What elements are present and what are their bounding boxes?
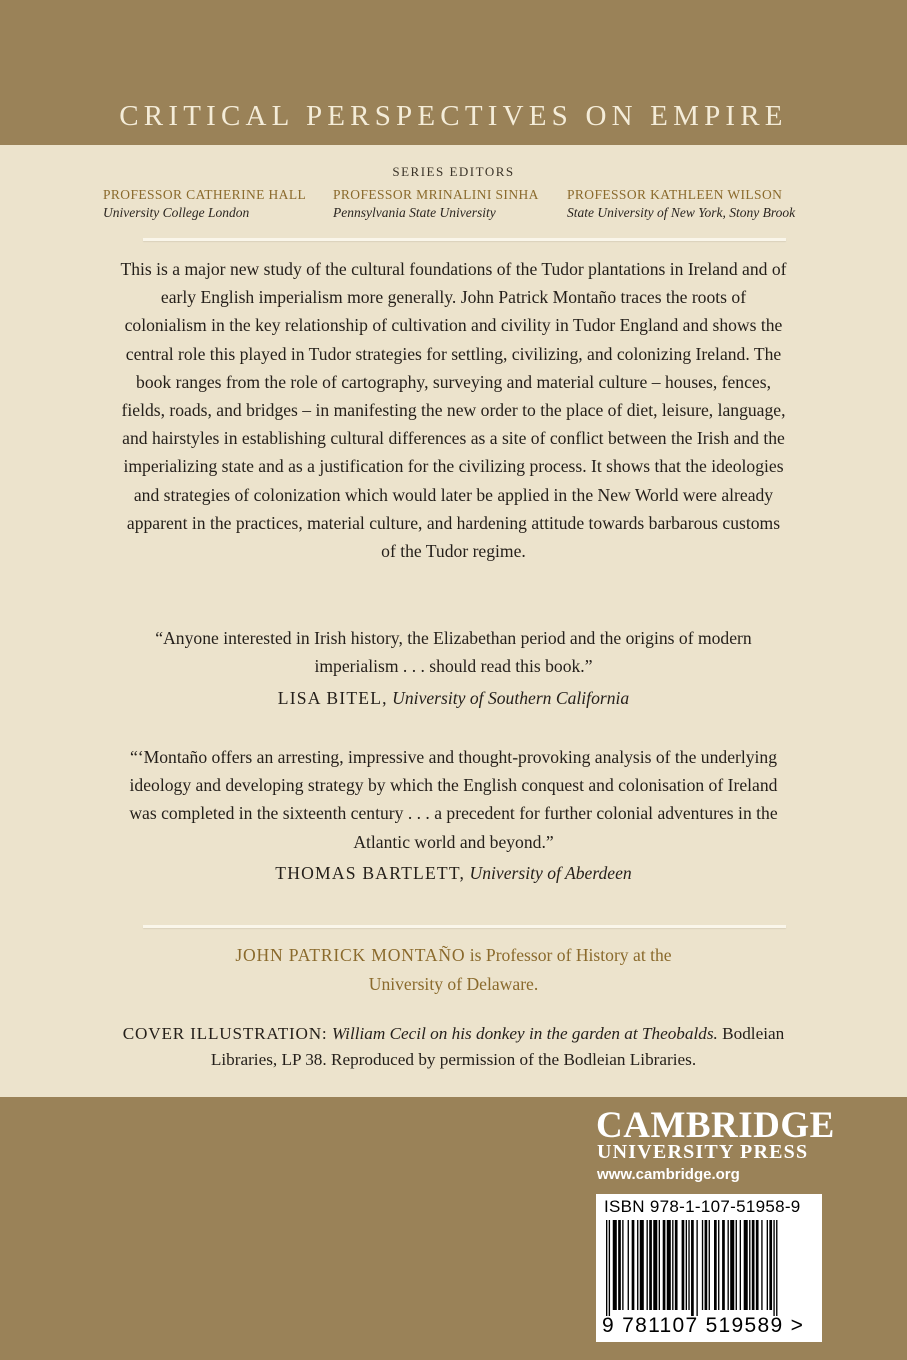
cover-illustration-credit bbox=[118, 1021, 789, 1073]
barcode-bar bbox=[663, 1220, 666, 1310]
barcode-bar bbox=[647, 1220, 648, 1310]
barcode-bar bbox=[773, 1220, 774, 1316]
review-quote: “‘Montaño offers an arresting, impressive and thought-provoking analysis of the underlying ideology and developing strategy by which the English conquest and colonisation of Ireland was completed in the sixteenth century . . . a precedent for further colonial adventures in the Atlantic world and beyond.” bbox=[129, 747, 778, 852]
barcode-bar bbox=[749, 1220, 750, 1310]
barcode-bar bbox=[769, 1220, 772, 1310]
editor-name: PROFESSOR MRINALINI SINHA bbox=[333, 187, 539, 202]
cover-label: COVER ILLUSTRATION: bbox=[122, 1024, 328, 1043]
barcode-bar bbox=[632, 1220, 635, 1310]
review-attribution bbox=[0, 688, 907, 709]
reviewer-name: THOMAS BARTLETT, bbox=[275, 863, 466, 883]
book-description: This is a major new study of the cultural foundations of the Tudor plantations in Ireland and of early English imperialism more generally. John Patrick Montaño traces the roots of colonialism in the key relationship of cultivation and civility in Tudor England and shows the central role this played in Tudor strategies for settling, civilizing, and colonizing Ireland. The book ranges from the role of cartography, surveying and material culture – houses, fences, fields, roads, and bridges – in manifesting the new order to the place of diet, leisure, language, and hairstyles in establishing cultural differences as a site of conflict between the Irish and the imperializing state and as a justification for the civilizing process. It shows that the ideologies and strategies of colonization which would later be applied in the New World were already apparent in the practices, material culture, and hardening attitude towards barbarous customs of the Tudor regime. bbox=[120, 259, 787, 562]
barcode-bars bbox=[602, 1220, 816, 1316]
editor-institution: Pennsylvania State University bbox=[333, 205, 496, 220]
reviewer-name: LISA BITEL, bbox=[277, 688, 388, 708]
barcode-bar bbox=[667, 1220, 671, 1310]
barcode-bar bbox=[682, 1220, 685, 1310]
barcode-bar bbox=[672, 1220, 673, 1310]
barcode-bar bbox=[705, 1220, 708, 1310]
editor-name: PROFESSOR KATHLEEN WILSON bbox=[567, 187, 783, 202]
editor-institution: University College London bbox=[103, 205, 250, 220]
barcode-bar bbox=[691, 1220, 694, 1316]
barcode-bar bbox=[640, 1220, 644, 1310]
barcode-bar bbox=[714, 1220, 717, 1310]
barcode-bar bbox=[722, 1220, 725, 1310]
isbn-barcode bbox=[596, 1194, 822, 1342]
author-bio-text: is Professor of History at the University of Delaware. bbox=[368, 945, 672, 994]
barcode-bar bbox=[696, 1220, 697, 1316]
publisher-logo: CAMBRIDGE bbox=[596, 1105, 835, 1146]
barcode-bar bbox=[740, 1220, 741, 1310]
publisher-url: www.cambridge.org bbox=[597, 1166, 740, 1183]
series-editor bbox=[103, 186, 306, 222]
author-bio bbox=[200, 941, 707, 999]
series-editors-heading: SERIES EDITORS bbox=[392, 164, 515, 179]
barcode-bar bbox=[622, 1220, 623, 1310]
barcode-bar bbox=[702, 1220, 703, 1310]
editor-institution: State University of New York, Stony Brook bbox=[567, 205, 796, 220]
barcode-bar bbox=[675, 1220, 678, 1310]
barcode-bar bbox=[752, 1220, 755, 1310]
cover-credit: Bodleian Libraries, LP 38. Reproduced by permission of the Bodleian Libraries. bbox=[210, 1024, 785, 1069]
barcode-bar bbox=[686, 1220, 687, 1310]
barcode-bar bbox=[653, 1220, 657, 1310]
barcode-bar bbox=[659, 1220, 660, 1310]
review-attribution bbox=[0, 863, 907, 884]
editor-name: PROFESSOR CATHERINE HALL bbox=[103, 187, 307, 202]
barcode-bar bbox=[609, 1220, 610, 1316]
barcode-bar bbox=[761, 1220, 762, 1310]
series-editor bbox=[567, 186, 795, 222]
reviewer-affiliation: University of Southern California bbox=[392, 688, 630, 708]
barcode-bar bbox=[736, 1220, 737, 1310]
divider bbox=[143, 925, 786, 928]
barcode-bar bbox=[709, 1220, 710, 1310]
series-banner bbox=[0, 0, 907, 145]
barcode-bar bbox=[688, 1220, 689, 1310]
barcode-bar bbox=[767, 1220, 768, 1310]
barcode-bar bbox=[637, 1220, 638, 1310]
divider bbox=[143, 238, 786, 241]
barcode-bar bbox=[613, 1220, 617, 1310]
barcode-bar bbox=[730, 1220, 734, 1310]
barcode-bar bbox=[718, 1220, 719, 1310]
review-quote: “Anyone interested in Irish history, the Elizabethan period and the origins of modern imperialism . . . should read this book.” bbox=[155, 628, 752, 677]
barcode-bar bbox=[606, 1220, 607, 1316]
barcode-bar bbox=[649, 1220, 652, 1310]
barcode-bar bbox=[728, 1220, 729, 1310]
barcode-bar bbox=[776, 1220, 777, 1316]
barcode-bar bbox=[628, 1220, 629, 1310]
series-title: CRITICAL PERSPECTIVES ON EMPIRE bbox=[119, 100, 788, 132]
isbn-number: ISBN 978-1-107-51958-9 bbox=[604, 1197, 801, 1216]
reviewer-affiliation: University of Aberdeen bbox=[469, 863, 632, 883]
barcode-bar bbox=[756, 1220, 759, 1310]
barcode-bar bbox=[744, 1220, 748, 1310]
publisher-subtitle: UNIVERSITY PRESS bbox=[597, 1141, 809, 1163]
series-editor bbox=[333, 186, 539, 222]
barcode-bar bbox=[618, 1220, 621, 1310]
barcode-digits: 9 781107 519589 > bbox=[602, 1314, 805, 1337]
cover-title: William Cecil on his donkey in the garden at Theobalds. bbox=[331, 1024, 718, 1043]
author-name: JOHN PATRICK MONTAÑO bbox=[235, 945, 466, 965]
